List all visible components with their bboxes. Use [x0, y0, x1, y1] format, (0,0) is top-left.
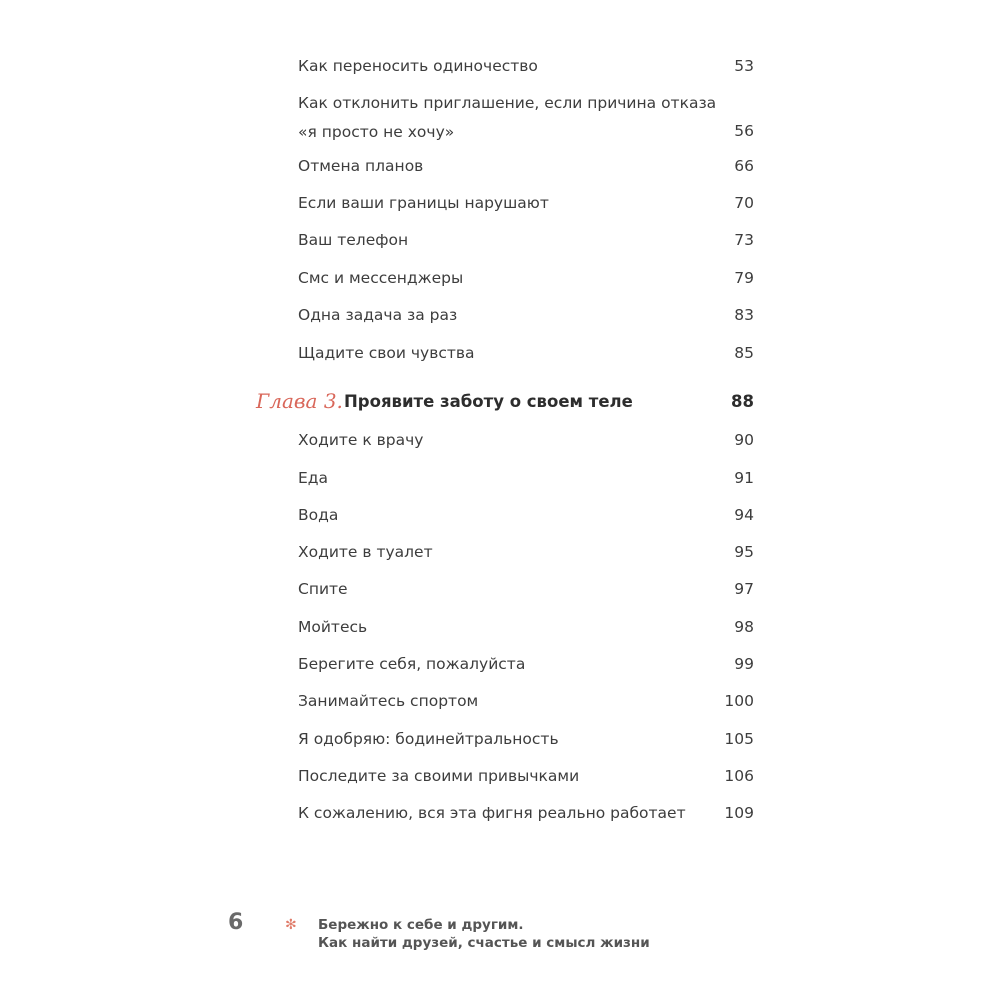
footer-page-number: 6 — [228, 910, 244, 935]
toc-entry-page: 56 — [734, 122, 754, 140]
toc-entry-page: 79 — [734, 269, 754, 287]
toc-entry-page: 85 — [734, 344, 754, 362]
toc-entry-page: 106 — [724, 767, 754, 785]
toc-entry-title: Щадите свои чувства — [298, 344, 475, 362]
toc-entry — [298, 647, 754, 681]
asterisk-ornament-icon: ✻ — [285, 917, 297, 933]
toc-entry-page: 105 — [724, 730, 754, 748]
toc-entry-title: Смс и мессенджеры — [298, 269, 464, 287]
toc-entry-title: Я одобряю: бодинейтральность — [298, 730, 559, 748]
toc-entry — [298, 722, 754, 756]
toc-entry-page: 97 — [734, 580, 754, 598]
chapter-title: Проявите заботу о своем теле — [344, 392, 633, 411]
toc-entry-title: Берегите себя, пожалуйста — [298, 655, 526, 673]
toc-entry — [298, 223, 754, 257]
toc-entry — [298, 759, 754, 793]
toc-entry-page: 91 — [734, 469, 754, 487]
toc-entry-page: 109 — [724, 804, 754, 822]
toc-entry-page: 98 — [734, 618, 754, 636]
toc-entry-page: 83 — [734, 306, 754, 324]
toc-entry-title: Мойтесь — [298, 618, 368, 636]
toc-entry-title: Как переносить одиночество — [298, 57, 538, 75]
toc-entry — [298, 796, 754, 830]
toc-entry — [298, 149, 754, 183]
toc-entry-page: 70 — [734, 194, 754, 212]
toc-entry — [298, 684, 754, 718]
toc-entry-title: Ваш телефон — [298, 231, 409, 249]
toc-entry — [298, 186, 754, 220]
chapter-label: Глава 3. — [256, 389, 343, 413]
toc-entry-page: 73 — [734, 231, 754, 249]
toc-entry — [298, 610, 754, 644]
toc-entry-page: 95 — [734, 543, 754, 561]
toc-entry-title: Вода — [298, 506, 339, 524]
toc-entry-page: 100 — [724, 692, 754, 710]
chapter-heading — [256, 386, 754, 422]
toc-entry — [298, 572, 754, 606]
footer-book-title-line2: Как найти друзей, счастье и смысл жизни — [318, 935, 650, 951]
toc-entry-title: К сожалению, вся эта фигня реально работает — [298, 804, 686, 822]
toc-entry — [298, 49, 754, 83]
toc-entry-title-line1: Как отклонить приглашение, если причина отказа — [298, 94, 717, 112]
toc-entry-title: Одна задача за раз — [298, 306, 458, 324]
toc-entry-page: 53 — [734, 57, 754, 75]
toc-entry — [298, 336, 754, 370]
toc-entry-title: Ходите к врачу — [298, 431, 424, 449]
toc-entry — [298, 498, 754, 532]
toc-entry — [298, 423, 754, 457]
footer-book-title — [318, 916, 650, 952]
footer-book-title-line1: Бережно к себе и другим. — [318, 917, 524, 933]
toc-entry-title: Спите — [298, 580, 348, 598]
toc-entry — [298, 298, 754, 332]
toc-entry — [298, 461, 754, 495]
toc-entry-page: 94 — [734, 506, 754, 524]
toc-entry-page: 99 — [734, 655, 754, 673]
toc-entry-title: Отмена планов — [298, 157, 424, 175]
toc-entry-title: Еда — [298, 469, 329, 487]
toc-entry-title: Ходите в туалет — [298, 543, 433, 561]
toc-entry-title: Если ваши границы нарушают — [298, 194, 549, 212]
toc-entry-title: Занимайтесь спортом — [298, 692, 479, 710]
toc-entry — [298, 261, 754, 295]
toc-entry-page: 66 — [734, 157, 754, 175]
toc-entry — [298, 88, 754, 148]
toc-entry — [298, 535, 754, 569]
toc-entry-page: 90 — [734, 431, 754, 449]
toc-entry-title: Последите за своими привычками — [298, 767, 580, 785]
chapter-page: 88 — [731, 392, 754, 411]
toc-entry-title-line2: «я просто не хочу» — [298, 123, 455, 141]
